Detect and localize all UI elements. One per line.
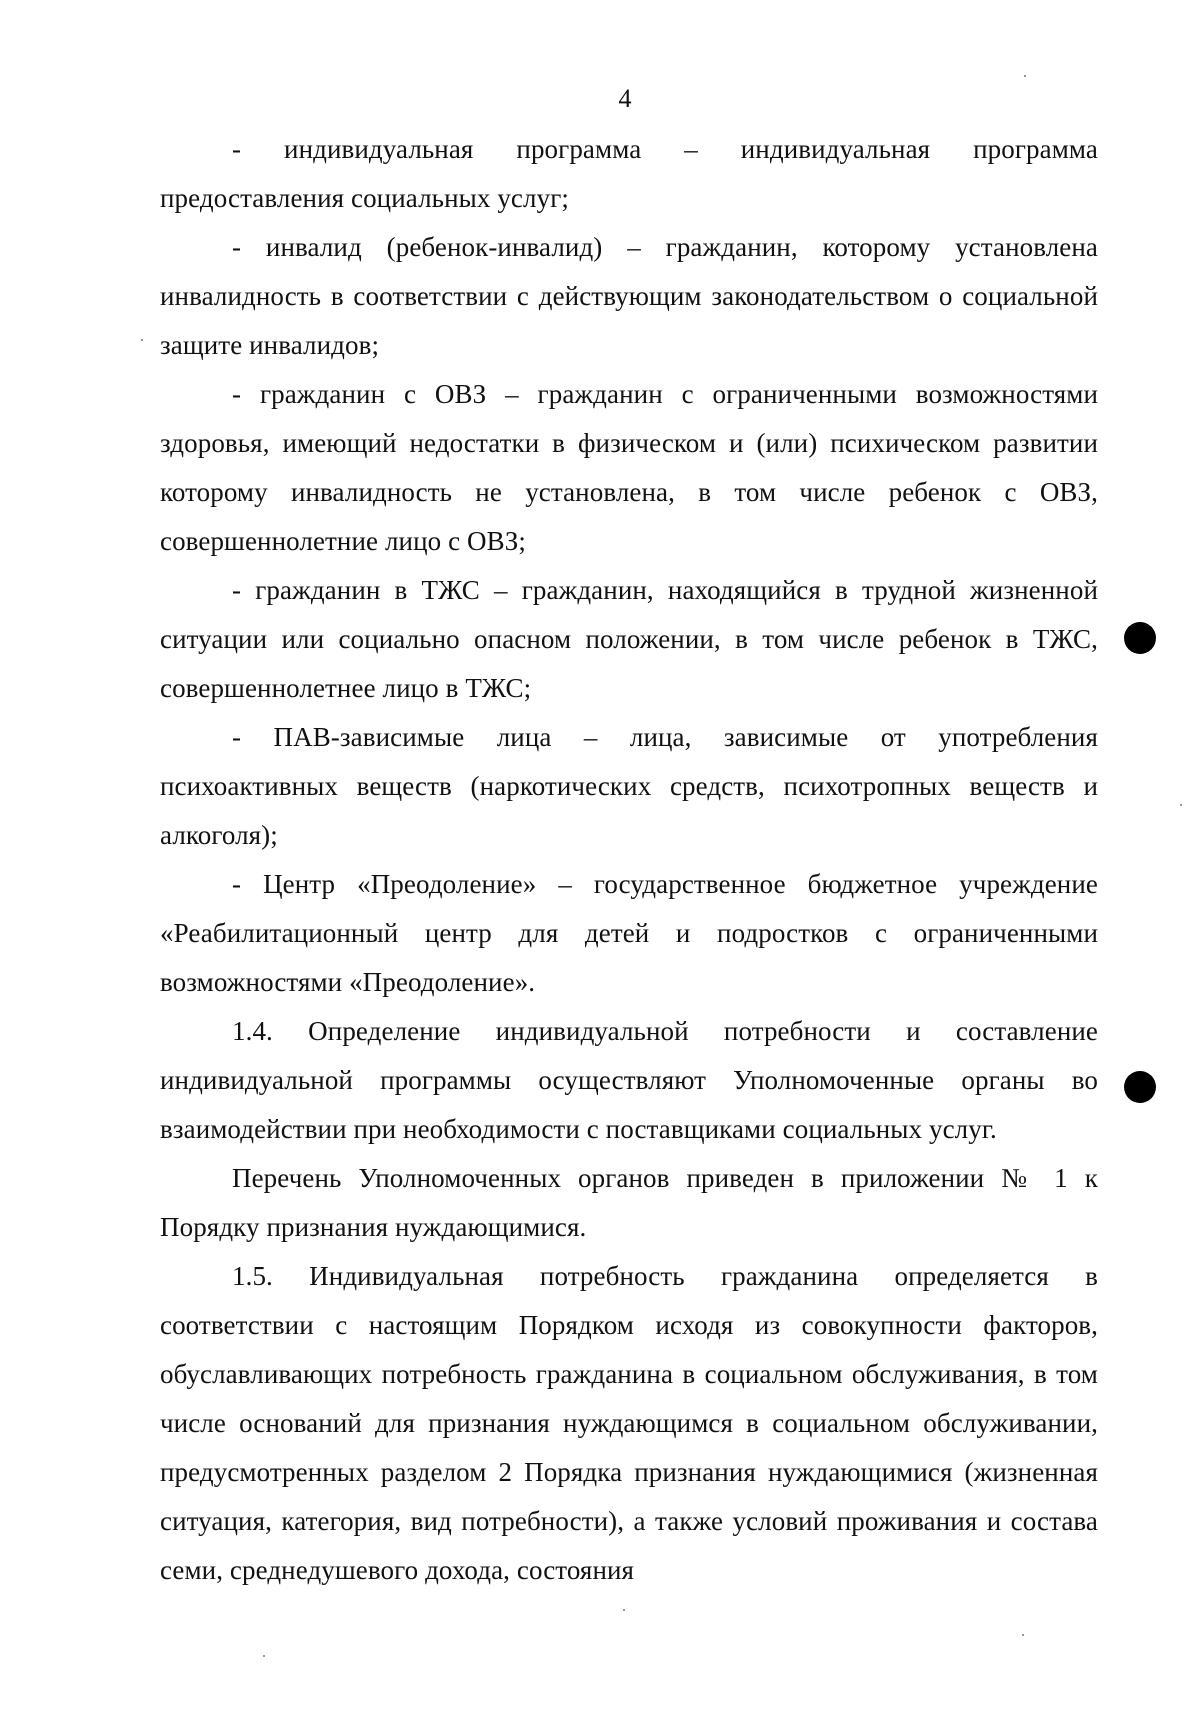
scan-speck: [141, 339, 143, 341]
paragraph-authorities-list: Перечень Уполномоченных органов приведен в приложении № 1 к Порядку признания нуждающимися.: [160, 1163, 1098, 1242]
scan-speck: [263, 1655, 265, 1657]
paragraph-disabled-person: - инвалид (ребенок-инвалид) – гражданин, которому установлена инвалидность в соответствии с действующим законодательством о социальной защите инвалидов;: [160, 232, 1098, 360]
paragraph-1-5: 1.5. Индивидуальная потребность гражданина определяется в соответствии с настоящим Порядком исходя из совокупности факторов, обуславливающих потребность гражданина в социальном обслуживания, в том числе оснований для признания нуждающимся в социальном обслуживании, предусмотренных разделом 2 Порядка признания нуждающимися (жизненная ситуация, категория, вид потребности), а также условий проживания и состава семи, среднедушевого дохода, состояния: [160, 1261, 1098, 1585]
scan-speck: [1022, 1634, 1024, 1636]
scan-speck: [1024, 75, 1026, 77]
scan-speck: [623, 1609, 625, 1611]
scan-speck: [1180, 804, 1182, 806]
document-body: [160, 125, 1098, 1595]
paragraph-citizen-tzhs: - гражданин в ТЖС – гражданин, находящийся в трудной жизненной ситуации или социально опасном положении, в том числе ребенок в ТЖС, совершеннолетнее лицо в ТЖС;: [160, 575, 1098, 703]
paragraph-1-4: 1.4. Определение индивидуальной потребности и составление индивидуальной программы осуществляют Уполномоченные органы во взаимодействии при необходимости с поставщиками социальных услуг.: [160, 1016, 1098, 1144]
page-number: 4: [618, 84, 632, 113]
paragraph-citizen-ovz: - гражданин с ОВЗ – гражданин с ограниченными возможностями здоровья, имеющий недостатки в физическом и (или) психическом развитии которому инвалидность не установлена, в том числе ребенок с ОВЗ, совершеннолетние лицо с ОВЗ;: [160, 379, 1098, 556]
paragraph-individual-program: - индивидуальная программа – индивидуальная программа предоставления социальных услуг;: [160, 134, 1098, 213]
paragraph-center-preodolenie: - Центр «Преодоление» – государственное бюджетное учреждение «Реабилитационный центр для детей и подростков с ограниченными возможностями «Преодоление».: [160, 869, 1098, 997]
punch-hole-bottom: [1124, 1071, 1156, 1103]
punch-hole-top: [1124, 622, 1156, 654]
paragraph-pav-dependent: - ПАВ-зависимые лица – лица, зависимые от употребления психоактивных веществ (наркотических средств, психотропных веществ и алкоголя);: [160, 722, 1098, 850]
